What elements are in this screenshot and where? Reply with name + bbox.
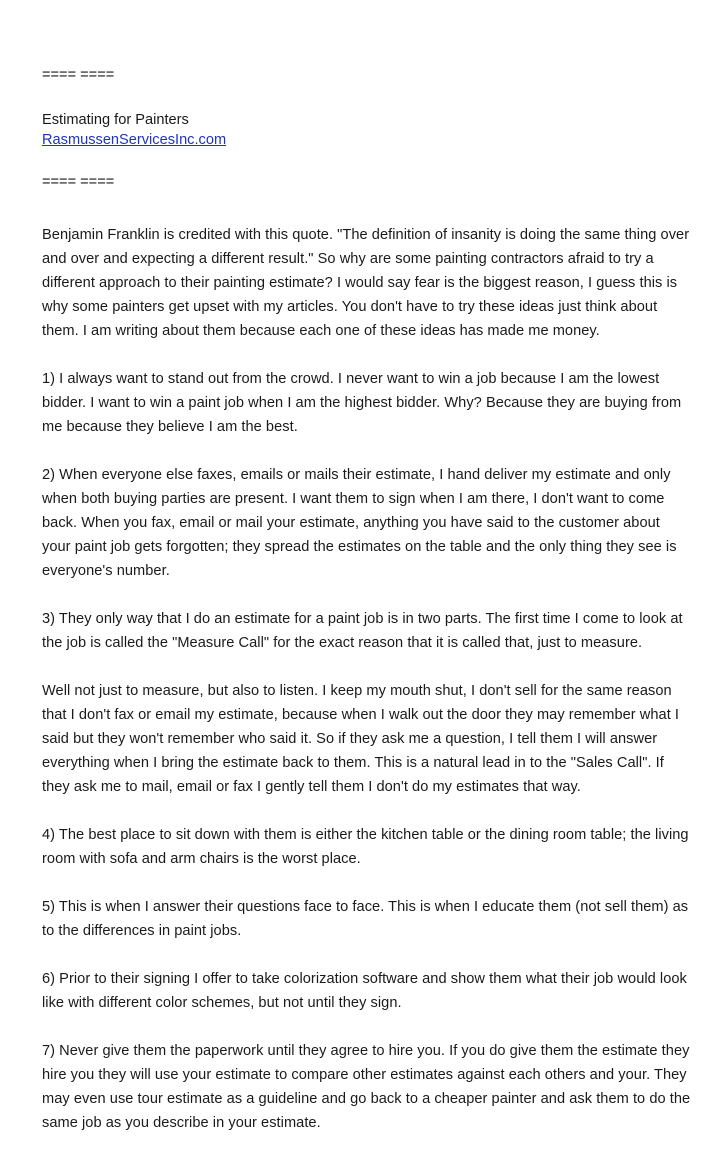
source-link[interactable]: RasmussenServicesInc.com [42, 132, 227, 148]
article-body [42, 223, 692, 1159]
paragraph-point-5: 5) This is when I answer their questions face to face. This is when I educate them (not sell them) as to the differences in paint jobs. [42, 899, 689, 939]
paragraph-point-2: 2) When everyone else faxes, emails or mails their estimate, I hand deliver my estimate and only when both buying parties are present. I want them to sign when I am there, I don't want to come back. When you fax, email or mail your estimate, anything you have said to the customer about your paint job gets forgotten; they spread the estimates on the table and the only thing they see is everyone's number. [42, 467, 677, 579]
paragraph-point-4: 4) The best place to sit down with them is either the kitchen table or the dining room table; the living room with sofa and arm chairs is the worst place. [42, 827, 689, 867]
paragraph-point-3-continued: Well not just to measure, but also to listen. I keep my mouth shut, I don't sell for the same reason that I don't fax or email my estimate, because when I walk out the door they may remember what I said but they won't remember who said it. So if they ask me a question, I tell them I will answer everything when I bring the estimate back to them. This is a natural lead in to the "Sales Call". If they ask me to mail, email or fax I gently tell them I don't do my estimates that way. [42, 683, 680, 795]
separator-top: ==== ==== [42, 67, 115, 83]
paragraph-point-6: 6) Prior to their signing I offer to take colorization software and show them what their job would look like with different color schemes, but not until they sign. [42, 971, 687, 1011]
paragraph-point-3: 3) They only way that I do an estimate for a paint job is in two parts. The first time I come to look at the job is called the "Measure Call" for the exact reason that it is called that, just to measure. [42, 611, 683, 651]
paragraph-intro: Benjamin Franklin is credited with this quote. "The definition of insanity is doing the same thing over and over and expecting a different result." So why are some painting contractors afraid to try a different approach to their painting estimate? I would say fear is the biggest reason, I guess this is why some painters get upset with my articles. You don't have to try these ideas just think about them. I am writing about them because each one of these ideas has made me money. [42, 227, 690, 339]
paragraph-point-7: 7) Never give them the paperwork until they agree to hire you. If you do give them the estimate they hire you they will use your estimate to compare other estimates against each others and your. They may even use tour estimate as a guideline and go back to a cheaper painter and ask them to do the same job as you describe in your estimate. [42, 1043, 691, 1131]
separator-bottom: ==== ==== [42, 174, 115, 190]
article-title: Estimating for Painters [42, 112, 189, 128]
paragraph-point-1: 1) I always want to stand out from the crowd. I never want to win a job because I am the lowest bidder. I want to win a paint job when I am the highest bidder. Why? Because they are buying from me because they believe I am the best. [42, 371, 682, 435]
